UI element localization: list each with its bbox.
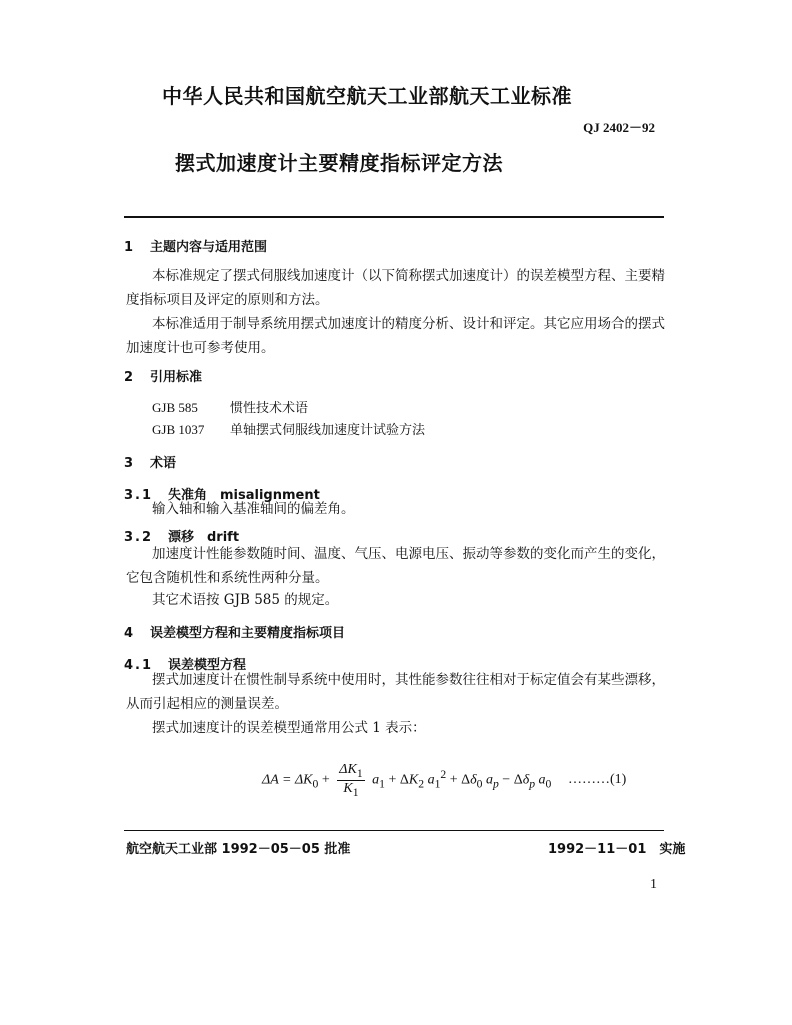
subsection-4-1-para-2: 摆式加速度计的误差模型通常用公式 1 表示： <box>152 720 426 736</box>
equation-label: ………(1) <box>568 772 627 787</box>
section-number: 4 <box>124 626 134 641</box>
section-title: 术语 <box>150 456 177 471</box>
term-title: 失准角 misalignment <box>168 488 320 503</box>
formula-tail: a <box>372 772 380 788</box>
error-model-formula: $\Delta A = \Delta K_0$ + $\frac{\Delta K_1}{K_1}$ $a_1 + \Delta K_2$ $a_1^2 + \Delta\delta_0$ $a_p - \Delta\delta_p$ $a_0$ <box>262 762 552 799</box>
formula-fraction: $\frac{\Delta K_1}{K_1}$ <box>339 762 363 799</box>
section-title: 引用标准 <box>150 370 203 385</box>
approval-line: 航空航天工业部 1992－05－05 批准 <box>126 842 351 857</box>
footer-rule <box>124 830 664 831</box>
term-3-2-note: 其它术语按 GJB 585 的规定。 <box>152 592 339 608</box>
reference-title: 惯性技术术语 <box>230 401 309 416</box>
header-rule <box>124 216 664 218</box>
issuing-organization: 中华人民共和国航空航天工业部航天工业标准 <box>162 84 572 108</box>
subsection-number: 4.1 <box>124 658 154 673</box>
formula-denominator: K <box>343 780 353 796</box>
standard-code: QJ 2402－92 <box>583 120 655 135</box>
section-2-heading <box>124 366 202 385</box>
subsection-title: 误差模型方程 <box>168 658 247 673</box>
reference-item <box>152 419 425 438</box>
page-number: 1 <box>650 877 657 892</box>
term-3-1-definition: 输入轴和输入基准轴间的偏差角。 <box>152 501 355 517</box>
implementation-date: 1992－11－01 实施 <box>548 842 686 857</box>
section-number: 1 <box>124 240 134 255</box>
term-title: 漂移 drift <box>168 530 240 545</box>
formula-numerator: ΔK <box>339 762 357 777</box>
formula-lhs: ΔA = ΔK <box>262 772 313 788</box>
reference-code: GJB 585 <box>152 400 198 415</box>
subsection-4-1-para-1: 摆式加速度计在惯性制导系统中使用时，其性能参数往往相对于标定值会有某些漂移，从而引起相应的测量误差。 <box>126 672 665 712</box>
section-1-heading <box>124 236 267 255</box>
section-number: 2 <box>124 370 134 385</box>
section-1-para-2: 本标准适用于制导系统用摆式加速度计的精度分析、设计和评定。其它应用场合的摆式加速度计也可参考使用。 <box>126 316 665 356</box>
term-3-2-definition: 加速度计性能参数随时间、温度、气压、电源电压、振动等参数的变化而产生的变化，它包含随机性和系统性两种分量。 <box>126 546 665 586</box>
section-3-heading <box>124 452 176 471</box>
section-title: 误差模型方程和主要精度指标项目 <box>150 626 346 641</box>
term-number: 3.1 <box>124 488 154 503</box>
section-title: 主题内容与适用范围 <box>150 240 268 255</box>
section-number: 3 <box>124 456 134 471</box>
reference-code: GJB 1037 <box>152 422 205 437</box>
section-4-heading <box>124 622 345 641</box>
section-1-para-1: 本标准规定了摆式伺服线加速度计（以下简称摆式加速度计）的误差模型方程、主要精度指标项目及评定的原则和方法。 <box>126 268 665 308</box>
document-title: 摆式加速度计主要精度指标评定方法 <box>175 151 503 175</box>
reference-title: 单轴摆式伺服线加速度计试验方法 <box>230 423 426 438</box>
reference-item <box>152 397 308 416</box>
term-number: 3.2 <box>124 530 154 545</box>
